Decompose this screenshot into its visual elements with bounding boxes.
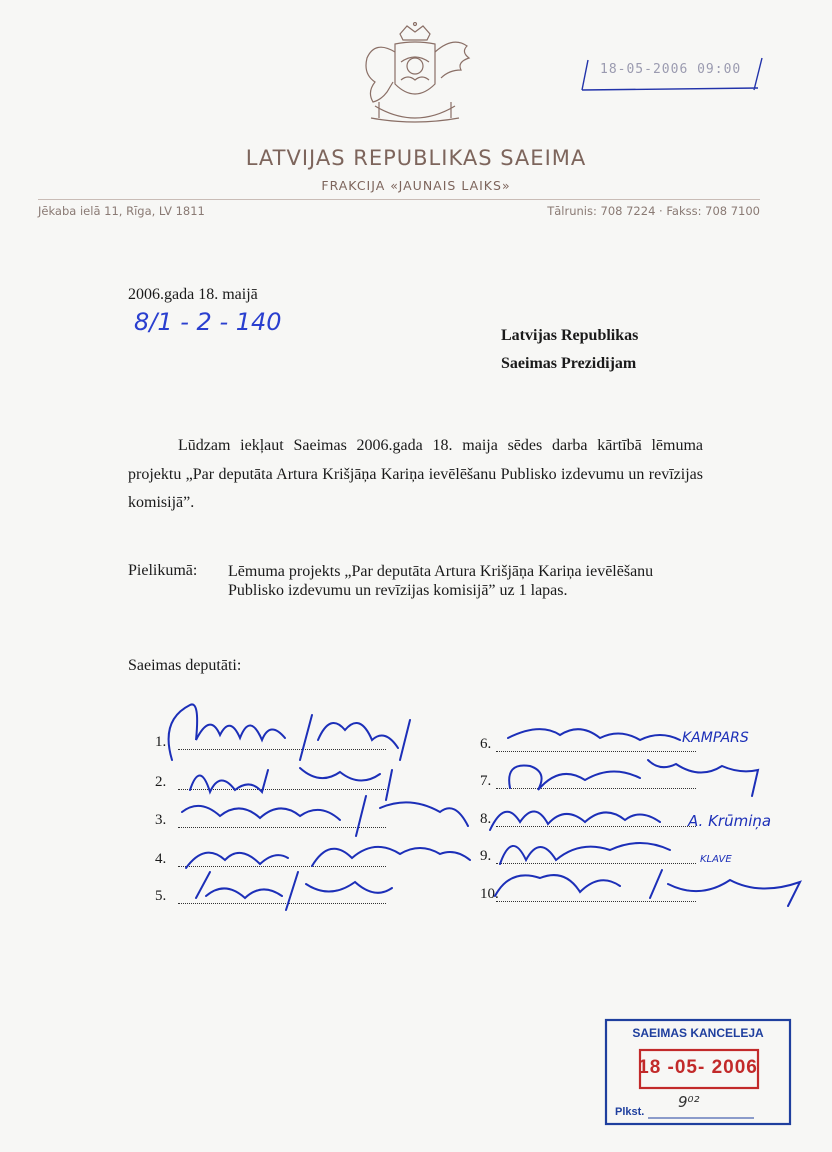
annex-text: Lēmuma projekts „Par deputāta Artura Krišjāņa Kariņa ievēlēšanu Publisko izdevumu un revīzijas komisijā” uz 1 lapas.: [228, 563, 654, 599]
signature-line: [178, 789, 386, 790]
signature-number: 3.: [155, 812, 167, 828]
letterhead-divider: [38, 199, 760, 200]
signature-name-kampars: KAMPARS: [682, 730, 749, 746]
org-title: LATVIJAS REPUBLIKAS SAEIMA: [245, 146, 587, 170]
signature-number: 10.: [480, 886, 499, 902]
signature-line: [178, 749, 386, 750]
letter-date: 2006.gada 18. maijā: [128, 286, 258, 303]
annex-label: Pielikumā:: [128, 562, 198, 579]
signature-line: [496, 751, 696, 752]
signature-name-krumina: A. Krūmiņa: [688, 812, 772, 830]
coat-of-arms-emblem: [345, 22, 485, 130]
phone-fax-text: Tālrunis: 708 7224 · Fakss: 708 7100: [547, 204, 760, 218]
addressee-line-2: Saeimas Prezidijam: [501, 355, 637, 372]
signature-line: [496, 788, 696, 789]
addressee-block: [501, 322, 638, 378]
signature-number: 9.: [480, 848, 492, 864]
faction-name: FRAKCIJA «JAUNAIS LAIKS»: [321, 178, 511, 193]
signature-number: 6.: [480, 736, 492, 752]
svg-text:8/1 - 2 - 140: 8/1 - 2 - 140: [134, 308, 282, 336]
signature-number: 5.: [155, 888, 167, 904]
signature-line: [178, 866, 386, 867]
signature-line: [496, 826, 696, 827]
deputies-label: Saeimas deputāti:: [128, 657, 242, 674]
letter-body: Lūdzam iekļaut Saeimas 2006.gada 18. maija sēdes darba kārtībā lēmuma projektu „Par deputāta Artura Krišjāņa Kariņa ievēlēšanu Publisko izdevumu un revīzijas komisijā”.: [128, 437, 703, 511]
signature-number: 8.: [480, 811, 492, 827]
address-text: Jēkaba ielā 11, Rīga, LV 1811: [38, 204, 205, 218]
office-stamp-date: 18 -05- 2006: [638, 1057, 758, 1078]
received-stamp-text: 18-05-2006 09:00: [600, 62, 742, 77]
signature-number: 1.: [155, 734, 167, 750]
addressee-line-1: Latvijas Republikas: [501, 327, 639, 344]
registration-number-handwritten: [132, 304, 282, 340]
office-stamp-time-label: Plkst.: [615, 1106, 645, 1118]
office-stamp-title: SAEIMAS KANCELEJA: [632, 1026, 764, 1040]
signature-number: 2.: [155, 774, 167, 790]
signature-number: 4.: [155, 851, 167, 867]
office-stamp-time-value: 9⁰²: [678, 1093, 700, 1111]
signature-line: [178, 827, 386, 828]
signature-name-klave: KLAVE: [700, 854, 732, 865]
signature-line: [496, 901, 696, 902]
signature-line: [178, 903, 386, 904]
signature-number: 7.: [480, 773, 492, 789]
signature-line: [496, 863, 696, 864]
